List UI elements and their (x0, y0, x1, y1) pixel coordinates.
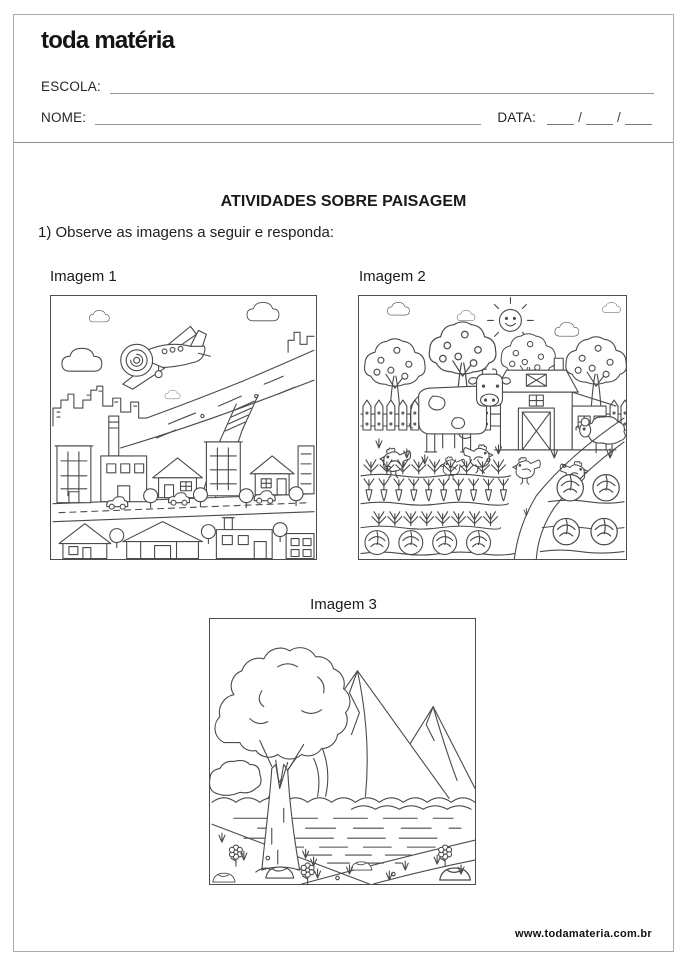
worksheet-content (14, 143, 673, 951)
date-slash: / (578, 110, 583, 125)
imagem-2-frame (358, 295, 627, 560)
date-group (497, 108, 654, 125)
school-row (41, 75, 654, 94)
city-illustration (51, 296, 316, 559)
worksheet-header (14, 15, 673, 143)
name-row (41, 106, 654, 125)
imagem-3-frame (209, 618, 476, 885)
school-label: ESCOLA: (41, 79, 101, 94)
nature-illustration (210, 619, 475, 884)
date-slash: / (617, 110, 621, 125)
date-day-blank (547, 108, 574, 125)
question-1-text: 1) Observe as imagens a seguir e responda: (38, 224, 334, 241)
name-label: NOME: (41, 110, 87, 125)
imagem-1-label: Imagem 1 (50, 268, 117, 285)
imagem-3-label: Imagem 3 (310, 596, 377, 613)
farm-illustration (359, 296, 626, 559)
date-month-blank (586, 108, 613, 125)
worksheet-title: ATIVIDADES SOBRE PAISAGEM (220, 193, 467, 210)
imagem-2-label: Imagem 2 (359, 268, 426, 285)
imagem-1-frame (50, 295, 317, 560)
website-url: www.todamateria.com.br (515, 928, 652, 940)
worksheet-sheet (13, 14, 674, 952)
name-blank-line (95, 108, 481, 125)
date-year-blank (625, 108, 652, 125)
school-blank-line (110, 77, 654, 94)
date-label: DATA: (497, 110, 537, 125)
toda-materia-logo: toda matéria (41, 27, 175, 54)
